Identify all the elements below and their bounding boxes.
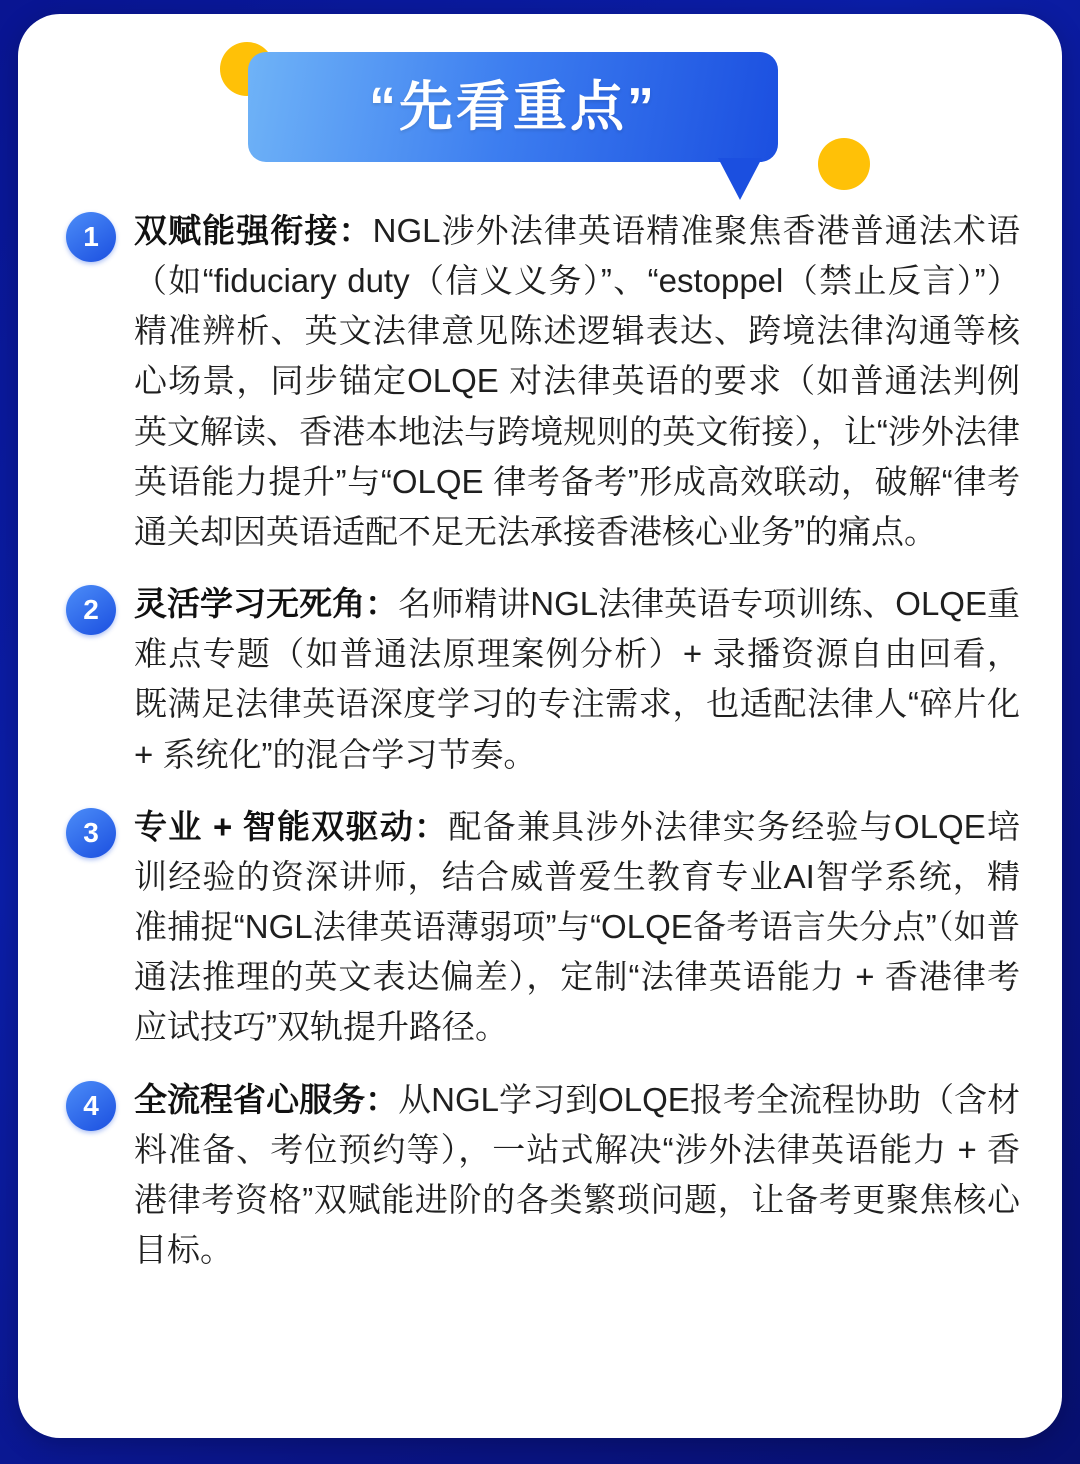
- list-item-body: [134, 1075, 1020, 1276]
- decorative-dot-right-icon: [818, 138, 870, 190]
- page-title: “先看重点”: [369, 77, 657, 137]
- list-item-number-badge: 1: [66, 212, 116, 262]
- list-item: [66, 1075, 1020, 1276]
- content-card: [18, 14, 1062, 1438]
- header-banner: [18, 14, 1062, 204]
- list-item-body: [134, 206, 1020, 557]
- list-item-number-badge: 3: [66, 808, 116, 858]
- list-item: [66, 579, 1020, 780]
- list-item-title: 灵活学习无死角：: [134, 585, 399, 623]
- list-item-title: 专业 + 智能双驱动：: [134, 807, 449, 845]
- list-item: [66, 206, 1020, 557]
- list-item-number-badge: 4: [66, 1081, 116, 1131]
- list-item-title: 双赋能强衔接：: [134, 212, 373, 249]
- list-item: [66, 802, 1020, 1053]
- list-item-text: 名师精讲NGL法律英语专项训练、OLQE重难点专题（如普通法原理案例分析）+ 录播资源自由回看，既满足法律英语深度学习的专注需求，也适配法律人“碎片化 + 系统化”的混合学习节奏。: [134, 585, 1020, 773]
- list-item-text: NGL涉外法律英语精准聚焦香港普通法术语（如“fiduciary duty（信义义务）”、“estoppel（禁止反言）”）精准辨析、英文法律意见陈述逻辑表达、跨境法律沟通等核心场景，同步锚定OLQE 对法律英语的要求（如普通法判例英文解读、香港本地法与跨境规则的英文衔接），让“涉外法律英语能力提升”与“OLQE 律考备考”形成高效联动，破解“律考通关却因英语适配不足无法承接香港核心业务”的痛点。: [134, 212, 1020, 550]
- list-item-body: [134, 579, 1020, 780]
- bubble-tail-icon: [718, 158, 762, 200]
- list-item-title: 全流程省心服务：: [134, 1080, 399, 1118]
- highlights-list: [18, 206, 1062, 1297]
- list-item-text: 配备兼具涉外法律实务经验与OLQE培训经验的资深讲师，结合威普爱生教育专业AI智学系统，精准捕捉“NGL法律英语薄弱项”与“OLQE备考语言失分点”（如普通法推理的英文表达偏差），定制“法律英语能力 + 香港律考应试技巧”双轨提升路径。: [134, 807, 1021, 1046]
- list-item-text: 从NGL学习到OLQE报考全流程协助（含材料准备、考位预约等），一站式解决“涉外法律英语能力 + 香港律考资格”双赋能进阶的各类繁琐问题，让备考更聚焦核心目标。: [134, 1080, 1020, 1268]
- title-bubble: [248, 52, 778, 162]
- list-item-number-badge: 2: [66, 585, 116, 635]
- list-item-body: [134, 802, 1020, 1053]
